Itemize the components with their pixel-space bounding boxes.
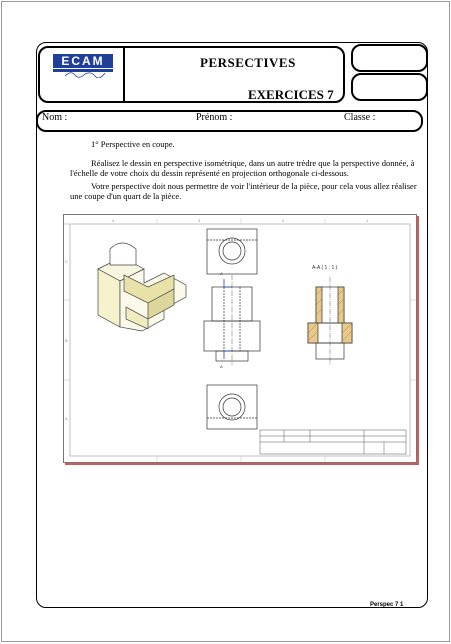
front-view bbox=[204, 275, 260, 365]
page-title: PERSECTIVES bbox=[200, 55, 296, 70]
border-number-4: 4 bbox=[112, 218, 115, 223]
cutting-plane-markers bbox=[224, 279, 232, 359]
cut-label-bottom: A bbox=[220, 364, 223, 369]
page-subtitle: EXERCICES 7 bbox=[248, 87, 334, 102]
drawing-sheet bbox=[64, 215, 418, 464]
exercise-intro: 1° Perspective en coupe. bbox=[91, 139, 175, 149]
page-footer: Perspec 7 1 bbox=[370, 602, 404, 608]
top-view bbox=[207, 229, 257, 274]
logo-tagline bbox=[63, 70, 107, 80]
instruction-paragraph-1: Réalisez le dessin en perspective isométrique, dans un autre trèdre que la perspective donnée, à l'échelle de votre choix du dessin représenté en projection orthogonale ci-dessous. bbox=[70, 158, 415, 178]
border-number-2: 2 bbox=[282, 218, 285, 223]
border-number-3: 3 bbox=[198, 218, 201, 223]
border-letter-a: A bbox=[65, 416, 68, 421]
isometric-view bbox=[98, 243, 186, 331]
cut-label-top: A bbox=[220, 271, 223, 276]
header-side-box-bottom bbox=[351, 73, 428, 101]
technical-drawing bbox=[63, 214, 417, 463]
nom-label: Nom : bbox=[42, 112, 68, 123]
bottom-view bbox=[207, 385, 257, 429]
section-view-label: A-A ( 1 : 1 ) bbox=[312, 265, 338, 271]
border-letter-b: B bbox=[65, 338, 68, 343]
instruction-paragraph-2: Votre perspective doit nous permettre de voir l'intérieur de la pièce, pour cela vous allez réaliser une coupe d'un quart de la pièce. bbox=[70, 181, 417, 201]
header-side-box-top bbox=[351, 44, 428, 72]
logo-signature-icon bbox=[63, 70, 107, 78]
ecam-logo: ECAM bbox=[53, 54, 113, 68]
classe-label: Classe : bbox=[344, 112, 376, 123]
border-letter-c: C bbox=[65, 259, 68, 264]
border-number-1: 1 bbox=[366, 218, 369, 223]
title-block bbox=[260, 430, 406, 454]
prenom-label: Prénom : bbox=[196, 112, 233, 123]
section-view bbox=[308, 277, 352, 365]
